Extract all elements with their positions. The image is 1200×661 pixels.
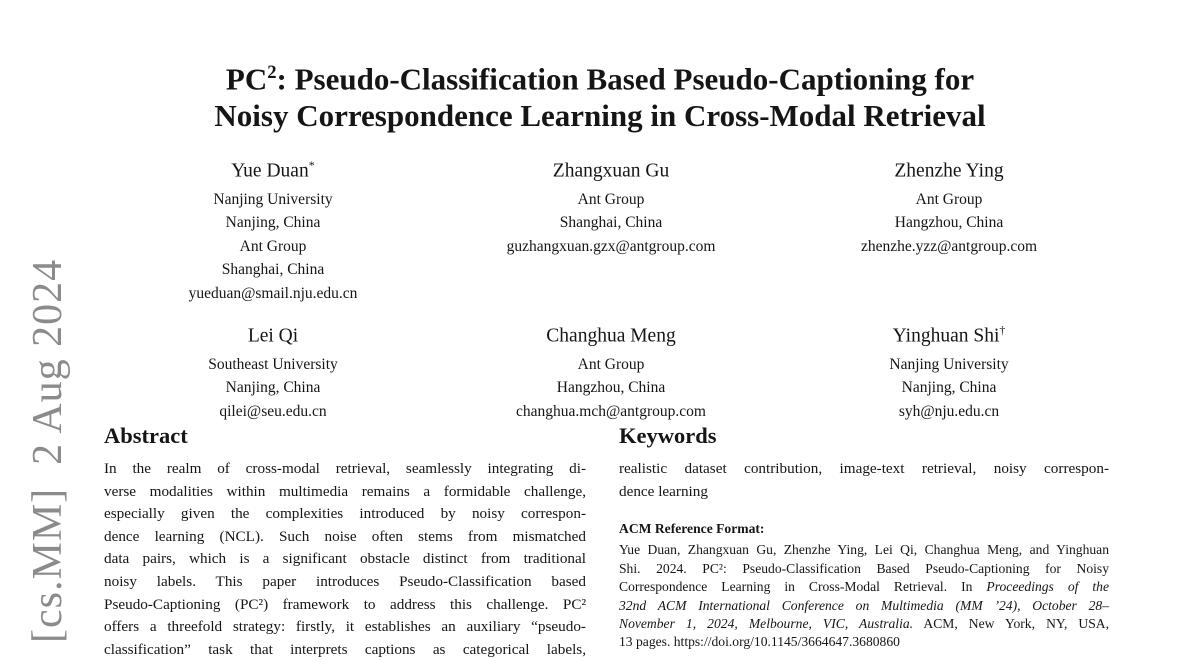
author-location: Shanghai, China bbox=[221, 261, 325, 278]
abstract-line: especially given the complexities introduced by noisy correspon- bbox=[104, 505, 586, 523]
keywords-line: dence learning bbox=[619, 482, 708, 500]
author-affiliation: Ant Group bbox=[915, 190, 983, 208]
ref-text: Yue Duan, Zhangxuan Gu, Zhenzhe Ying, Lei Qi, Changhua Meng, and Yinghuan bbox=[619, 542, 1109, 558]
title-line-2: Noisy Correspondence Learning in Cross-Modal Retrieval bbox=[214, 98, 986, 134]
authors-row-1 bbox=[104, 152, 1118, 305]
acm-reference-line bbox=[619, 578, 1109, 596]
ref-text-italic: November 1, 2024, Melbourne, VIC, Australia. bbox=[619, 616, 914, 632]
author-name-text: Zhangxuan Gu bbox=[552, 160, 670, 182]
ref-text: Correspondence Learning in Cross-Modal Retrieval. In bbox=[619, 579, 987, 595]
author-affiliation: Ant Group bbox=[577, 355, 645, 373]
author-location: Nanjing, China bbox=[225, 379, 321, 396]
ref-doi-text: 13 pages. https://doi.org/10.1145/3664647.3680860 bbox=[619, 634, 900, 650]
author-email: qilei@seu.edu.cn bbox=[219, 402, 327, 420]
author-mark: * bbox=[308, 158, 315, 172]
author-name-text: Zhenzhe Ying bbox=[894, 160, 1004, 182]
abstract-heading: Abstract bbox=[104, 423, 188, 448]
title-line-1 bbox=[0, 54, 1200, 97]
author-mark: † bbox=[999, 323, 1006, 337]
author-location: Shanghai, China bbox=[559, 214, 663, 231]
author-affiliation: Nanjing University bbox=[889, 355, 1009, 373]
author-name-text: Yue Duan bbox=[231, 160, 309, 182]
author-email: guzhangxuan.gzx@antgroup.com bbox=[506, 237, 716, 255]
acm-reference-line bbox=[619, 541, 1109, 559]
paper-title bbox=[0, 54, 1200, 134]
ref-text-italic: 32nd ACM International Conference on Multimedia (MM ’24), October 28– bbox=[619, 597, 1109, 613]
ref-text-italic: Proceedings of the bbox=[986, 579, 1109, 595]
author-name bbox=[104, 317, 442, 350]
acm-reference-line bbox=[619, 615, 1109, 633]
acm-reference-line bbox=[619, 560, 1109, 578]
author-affiliation: Southeast University bbox=[208, 355, 338, 373]
author-affiliation: Ant Group bbox=[577, 190, 645, 208]
keywords-line: realistic dataset contribution, image-text retrieval, noisy correspon- bbox=[619, 460, 1109, 477]
right-column bbox=[619, 423, 1109, 652]
authors-row-2 bbox=[104, 317, 1118, 423]
author-location: Hangzhou, China bbox=[556, 379, 666, 396]
author-name bbox=[442, 152, 780, 185]
ref-text: ACM, New York, NY, USA, bbox=[913, 616, 1109, 632]
author-email: yueduan@smail.nju.edu.cn bbox=[188, 284, 358, 302]
author-location: Hangzhou, China bbox=[894, 214, 1004, 231]
author-email: zhenzhe.yzz@antgroup.com bbox=[860, 237, 1038, 255]
arxiv-stamp: [cs.MM] 2 Aug 2024 bbox=[25, 258, 71, 643]
author-location: Nanjing, China bbox=[901, 379, 997, 396]
title-superscript: 2 bbox=[267, 62, 277, 83]
author-email: changhua.mch@antgroup.com bbox=[516, 402, 706, 420]
author-location: Nanjing, China bbox=[225, 214, 321, 231]
author-card bbox=[780, 317, 1118, 423]
author-card bbox=[104, 317, 442, 423]
abstract-line: data pairs, which is a significant obstacle distinct from traditional bbox=[104, 550, 586, 568]
author-card bbox=[442, 317, 780, 423]
abstract-line: classification” task that interprets captions as categorical labels, bbox=[104, 640, 586, 658]
author-card bbox=[442, 152, 780, 305]
abstract-line: offers a threefold strategy: firstly, it establishes an auxiliary “pseudo- bbox=[104, 618, 586, 636]
acm-reference-line bbox=[619, 597, 1109, 615]
ref-text: Shi. 2024. PC²: Pseudo-Classification Based Pseudo-Captioning for Noisy bbox=[619, 560, 1109, 576]
author-card bbox=[104, 152, 442, 305]
abstract-line: verse modalities within multimedia remains a formidable challenge, bbox=[104, 482, 586, 500]
author-name bbox=[780, 317, 1118, 350]
author-name-text: Lei Qi bbox=[247, 325, 299, 347]
title-rest: : Pseudo-Classification Based Pseudo-Captioning for bbox=[276, 61, 975, 97]
acm-reference-heading: ACM Reference Format: bbox=[619, 521, 765, 537]
author-affiliation: Ant Group bbox=[239, 237, 307, 255]
title-pc: PC bbox=[225, 61, 268, 97]
abstract-line: dence learning (NCL). Such noise often stems from mismatched bbox=[104, 527, 586, 545]
author-affiliation: Nanjing University bbox=[213, 190, 333, 208]
author-name bbox=[442, 317, 780, 350]
acm-reference-line bbox=[619, 633, 1109, 651]
author-card bbox=[780, 152, 1118, 305]
abstract-line: In the realm of cross-modal retrieval, seamlessly integrating di- bbox=[104, 460, 586, 477]
author-name bbox=[780, 152, 1118, 185]
author-email: syh@nju.edu.cn bbox=[898, 402, 1000, 420]
abstract-line: noisy labels. This paper introduces Pseudo-Classification based bbox=[104, 572, 586, 590]
author-name-text: Changhua Meng bbox=[546, 325, 676, 347]
keywords-heading: Keywords bbox=[619, 423, 717, 448]
author-name-text: Yinghuan Shi bbox=[892, 325, 1000, 347]
author-name bbox=[104, 152, 442, 185]
abstract-section bbox=[104, 423, 586, 661]
abstract-line: Pseudo-Captioning (PC²) framework to address this challenge. PC² bbox=[104, 595, 586, 613]
